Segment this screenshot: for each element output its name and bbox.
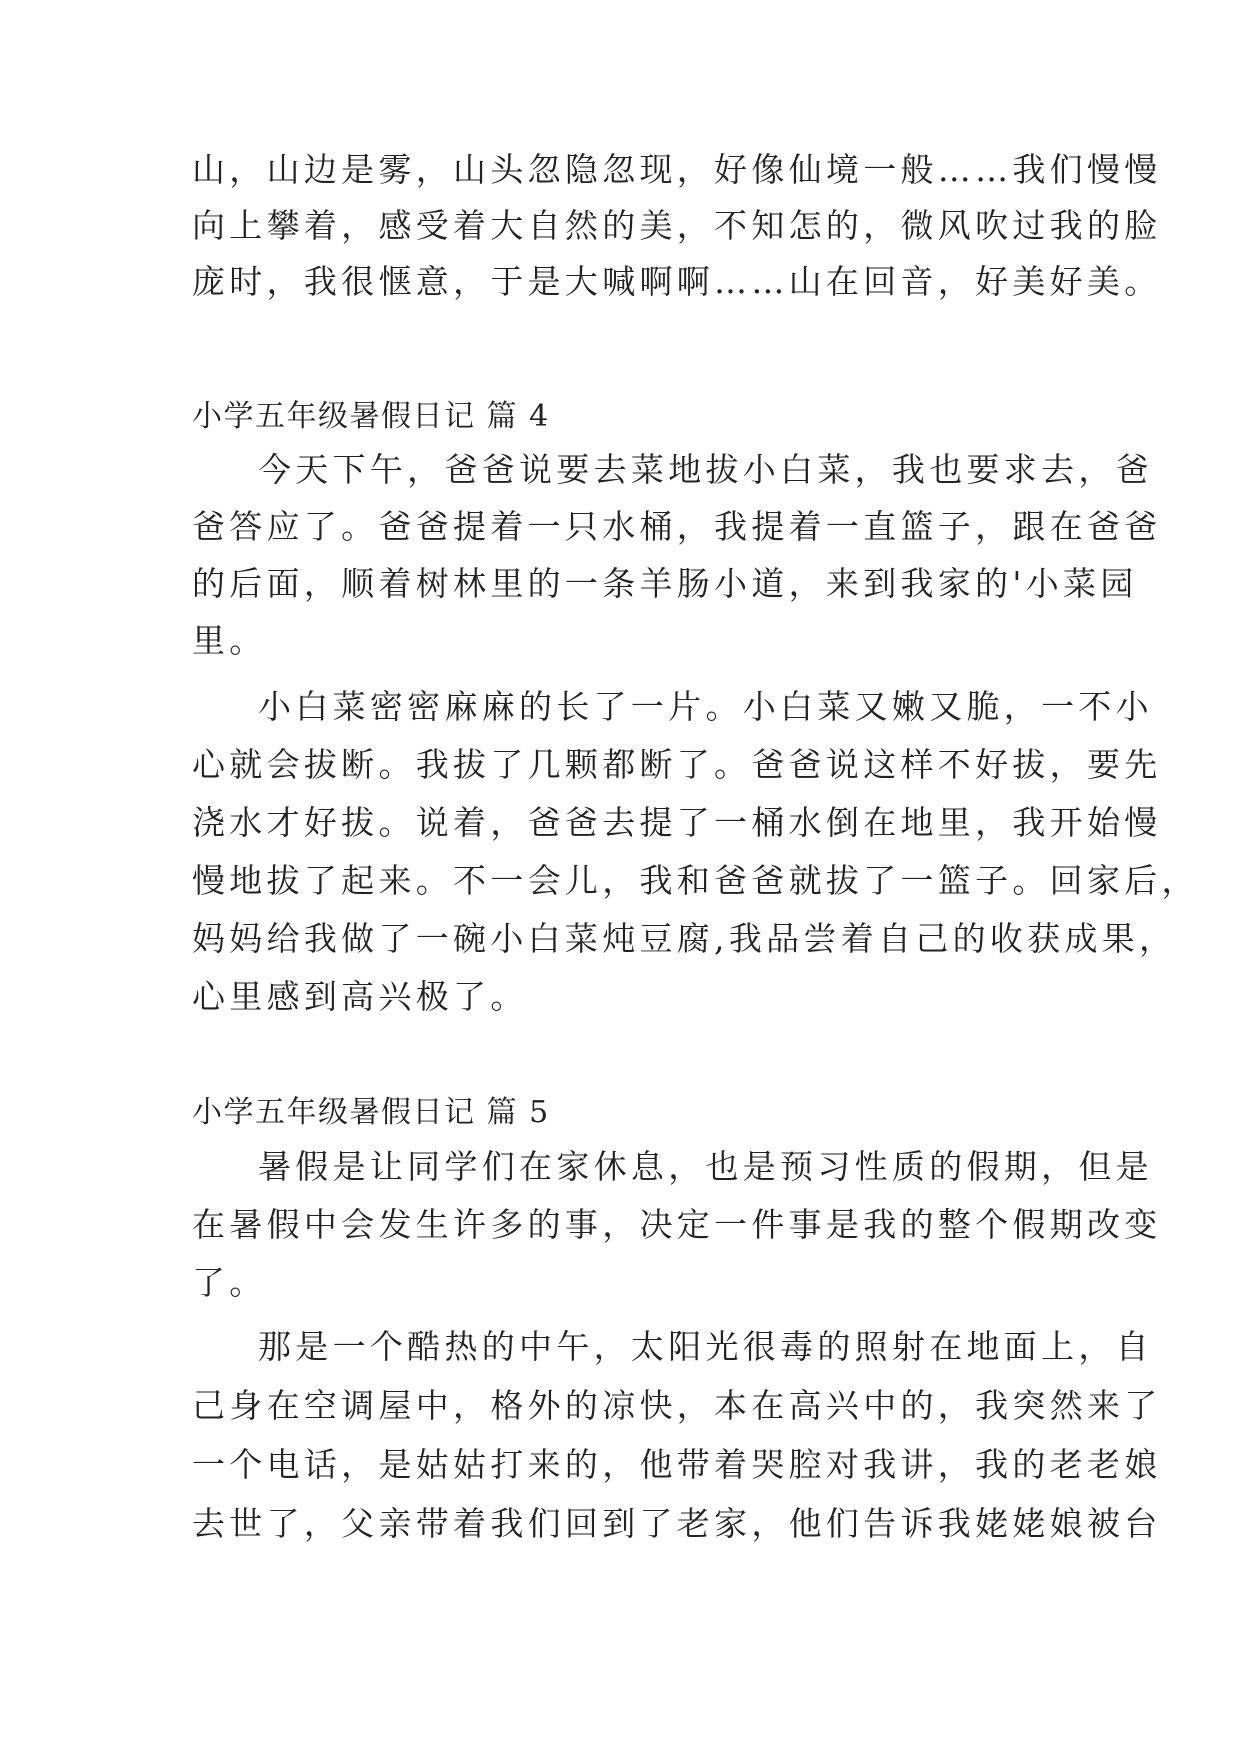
entry-title: 小学五年级暑假日记 篇 5 [192,1095,550,1130]
text-line: 山，山边是雾，山头忽隐忽现，好像仙境一般……我们慢慢 [192,150,1162,189]
text-line: 了。 [192,1263,267,1302]
text-line: 心里感到高兴极了。 [192,977,528,1016]
text-line: 向上攀着，感受着大自然的美，不知怎的，微风吹过我的脸 [192,206,1162,245]
text-line: 的后面，顺着树林里的一条羊肠小道，来到我家的'小菜园 [192,564,1138,603]
text-line: 在暑假中会发生许多的事，决定一件事是我的整个假期改变 [192,1205,1162,1244]
text-line: 爸答应了。爸爸提着一只水桶，我提着一直篮子，跟在爸爸 [192,507,1162,546]
entry-title: 小学五年级暑假日记 篇 4 [192,399,550,434]
text-line: 一个电话，是姑姑打来的，他带着哭腔对我讲，我的老老娘 [192,1445,1162,1484]
text-line: 庞时，我很惬意，于是大喊啊啊……山在回音，好美好美。 [192,262,1162,301]
text-line: 己身在空调屋中，格外的凉快，本在高兴中的，我突然来了 [192,1386,1162,1425]
text-line: 慢地拔了起来。不一会儿，我和爸爸就拔了一篮子。回家后， [192,861,1199,900]
text-line: 里。 [192,621,267,660]
text-line: 暑假是让同学们在家休息，也是预习性质的假期，但是 [258,1147,1153,1186]
text-line: 那是一个酷热的中午，太阳光很毒的照射在地面上，自 [258,1327,1153,1366]
text-line: 心就会拔断。我拔了几颗都断了。爸爸说这样不好拔，要先 [192,745,1162,784]
text-line: 妈妈给我做了一碗小白菜炖豆腐,我品尝着自己的收获成果， [192,919,1177,958]
text-line: 浇水才好拔。说着，爸爸去提了一桶水倒在地里，我开始慢 [192,803,1162,842]
text-line: 去世了，父亲带着我们回到了老家，他们告诉我姥姥娘被台 [192,1504,1162,1543]
text-line: 小白菜密密麻麻的长了一片。小白菜又嫩又脆，一不小 [258,687,1153,726]
text-line: 今天下午，爸爸说要去菜地拔小白菜，我也要求去，爸 [258,450,1153,489]
